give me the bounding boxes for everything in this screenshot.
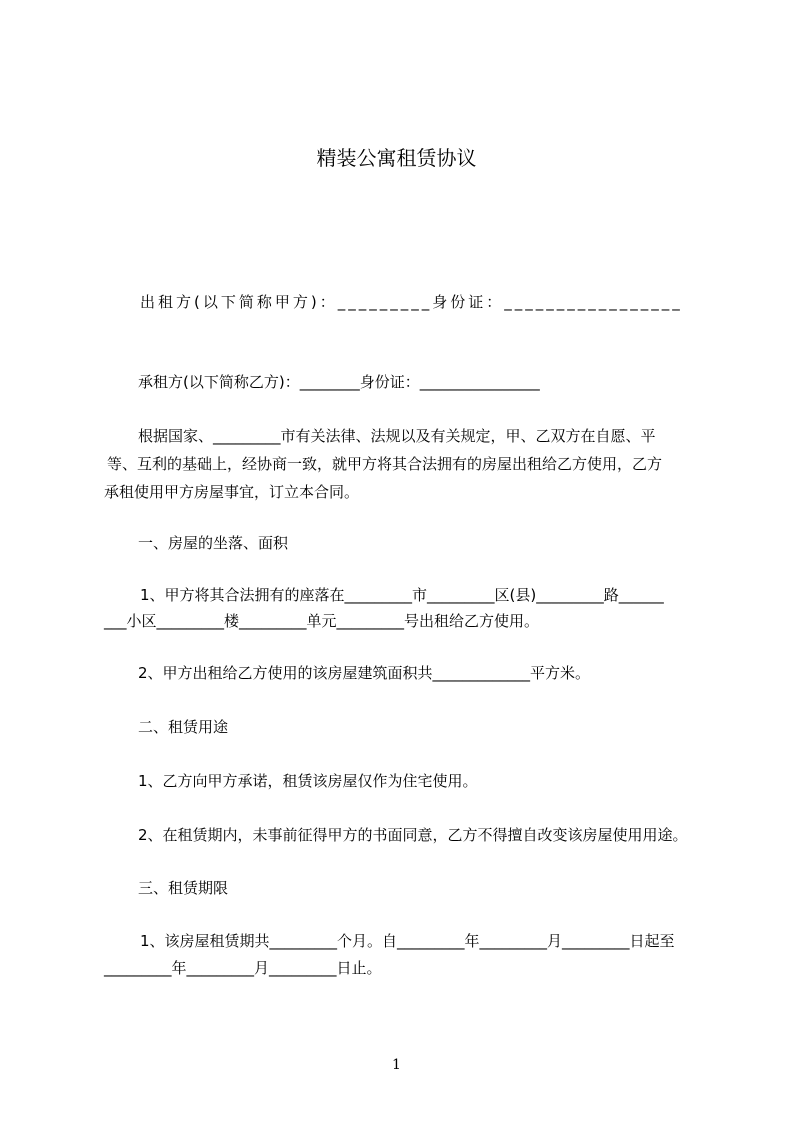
- preamble-line: 等、互利的基础上，经协商一致，就甲方将其合法拥有的房屋出租给乙方使用，乙方: [107, 455, 663, 473]
- preamble-line: 根据国家、_________市有关法律、法规以及有关规定，甲、乙双方在自愿、平: [138, 427, 656, 445]
- lessor-line: 出租方(以下简称甲方)：_________身份证：_________________: [140, 293, 683, 311]
- lessee-line: 承租方(以下简称乙方)：________身份证：________________: [138, 373, 540, 391]
- section-heading-3: 三、租赁期限: [138, 879, 229, 897]
- section-heading-2: 二、租赁用途: [138, 718, 229, 736]
- preamble-line: 承租使用甲方房屋事宜，订立本合同。: [104, 483, 360, 501]
- clause-2-2: 2、在租赁期内，未事前征得甲方的书面同意，乙方不得擅自改变该房屋使用用途。: [138, 826, 688, 844]
- document-title: 精装公寓租赁协议: [316, 146, 477, 170]
- clause-2-1: 1、乙方向甲方承诺，租赁该房屋仅作为住宅使用。: [138, 772, 478, 790]
- clause-line: 1、甲方将其合法拥有的座落在_________市_________区(县)_________路______: [140, 586, 664, 604]
- section-heading-1: 一、房屋的坐落、面积: [138, 534, 289, 552]
- clause-1-2: 2、甲方出租给乙方使用的该房屋建筑面积共_____________平方米。: [138, 664, 591, 682]
- clause-line: ___小区_________楼_________单元_________号出租给乙方使用。: [104, 612, 540, 630]
- page-number: 1: [392, 1057, 401, 1073]
- clause-line: 1、该房屋租赁期共_________个月。自_________年_________月_________日起至: [140, 932, 675, 950]
- clause-line: _________年_________月_________日止。: [104, 959, 382, 977]
